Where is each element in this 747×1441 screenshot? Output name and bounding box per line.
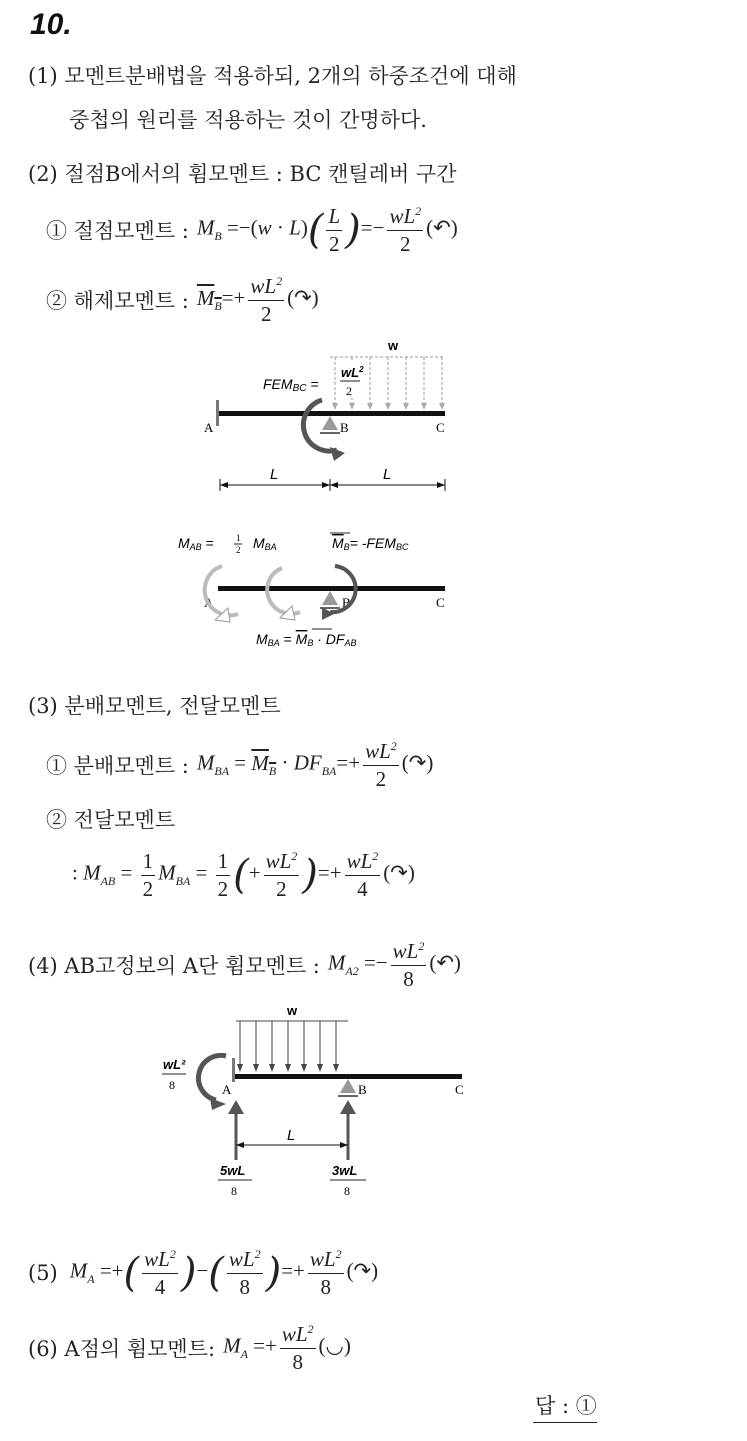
fig2-support-B [340, 1079, 356, 1093]
section-1-line-2: 중첩의 원리를 적용하는 것이 간명하다. [69, 108, 427, 132]
fig2-load-label: w [287, 1003, 298, 1018]
fig2-moment-denominator: 8 [169, 1078, 175, 1092]
fig1-label-A2: A [204, 595, 214, 610]
equation-fixed-end-moment: $M_{A2}$ =− $\frac{wL^2}{8}$ (↶) [327, 939, 461, 991]
figure-cantilever-release [178, 335, 480, 655]
problem-number: 10. [30, 8, 72, 41]
fig2-load-arrowheads [237, 1064, 339, 1072]
fig1-fem-label: FEMBC = [263, 376, 319, 394]
fig1-fem-numerator: $wL^2$ [341, 365, 364, 380]
equation-point-a-moment: $M_A$ =+ $\frac{wL^2}{8}$ (◡) [223, 1322, 351, 1374]
section-2-item-2-label: ② 해제모멘트 : [46, 289, 189, 313]
fig1-beam-2 [218, 586, 445, 591]
fig1-dim-L2: L [383, 466, 392, 483]
fig1-label-C2: C [436, 595, 445, 610]
fig2-beam [234, 1074, 462, 1079]
fig1-mba-label: MBA = MB · DFAB [256, 631, 357, 648]
equation-release-moment: $M_B=+$ $\frac{wL^2}{2}$ (↷) [196, 274, 319, 326]
equation-final-moment: $M_A$ =+( $\frac{wL^2}{4}$ )−( $\frac{wL^2}{8}$ )=+ $\frac{wL^2}{8}$ (↷) [69, 1247, 379, 1299]
fig1-load-label: w [388, 338, 399, 353]
fig1-label-A: A [204, 420, 214, 435]
fig1-mab-label: MAB = [178, 535, 214, 552]
section-6 [28, 1318, 351, 1378]
fig2-fixed-support [232, 1058, 235, 1082]
section-3-item-2-label: ② 전달모멘트 [46, 808, 176, 832]
fig2-rb-numerator: 3wL [332, 1163, 358, 1178]
fig1-label-B: B [340, 420, 349, 435]
equation-carryover-moment: : $M_{AB}$ = $\frac{1}{2}$ $M_{BA}$ = $\frac{1}{2}$ (+ $\frac{wL^2}{2}$ )=+ $\frac{wL^2}{4}$ (↷) [72, 849, 415, 901]
figure-fixed-beam [150, 995, 480, 1205]
answer: 답 : ① [533, 1390, 597, 1423]
fig2-ra-denominator: 8 [231, 1184, 237, 1198]
equation-distribution-moment: $M_{BA} = M_B \cdot DF_{BA}=+$ $\frac{wL^2}{2}$ (↷) [196, 739, 434, 791]
section-4-heading: (4) AB고정보의 A단 휨모멘트 : [28, 954, 320, 978]
equation-joint-moment: $M_B =-(w \cdot L)$( $\frac{L}{2}$ )=− $\frac{wL^2}{2}$ (↶) [196, 204, 458, 256]
section-6-label: (6) A점의 휨모멘트: [28, 1337, 216, 1361]
fig1-mab-half-d: 2 [236, 545, 241, 555]
fig1-mab-half-n: 1 [236, 533, 241, 543]
fig2-moment-arrowhead [210, 1098, 226, 1110]
section-3-heading: (3) 분배모멘트, 전달모멘트 [28, 694, 281, 718]
fig2-distributed-load [236, 1021, 348, 1068]
fig1-mab-rhs: MBA [253, 535, 277, 552]
fig1-fem-denominator: 2 [346, 384, 352, 398]
fig1-support-B2 [322, 591, 338, 605]
section-2-item-2 [46, 270, 319, 330]
fig2-label-B: B [358, 1082, 367, 1097]
section-2-heading: (2) 절점B에서의 휨모멘트 : BC 캔틸레버 구간 [28, 162, 457, 186]
fig1-mb-label: MB= -FEMBC [332, 535, 409, 552]
section-4 [28, 935, 461, 995]
section-1-line-1: (1) 모멘트분배법을 적용하되, 2개의 하중조건에 대해 [28, 64, 517, 88]
fig2-label-A: A [222, 1082, 232, 1097]
fig1-dim-L1: L [270, 466, 279, 483]
section-5-label: (5) [28, 1261, 58, 1285]
fig1-load-arrowheads [332, 403, 445, 410]
fig2-rb-denominator: 8 [344, 1184, 350, 1198]
section-5 [28, 1243, 378, 1303]
section-2-item-1-label: ① 절점모멘트 : [46, 219, 189, 243]
fig1-moment-arrowhead [330, 447, 345, 461]
fig2-moment-numerator: wL² [163, 1057, 186, 1072]
section-3-item-1 [46, 735, 433, 795]
fig1-beam [218, 411, 445, 416]
fig1-fixed-support [216, 400, 219, 426]
fig2-label-C: C [455, 1082, 464, 1097]
fig2-dim-L: L [287, 1127, 296, 1144]
fig1-label-C: C [436, 420, 445, 435]
fig1-support-B [322, 416, 338, 430]
fig1-label-B2: B [342, 595, 351, 610]
section-2-item-1 [46, 200, 458, 260]
fig2-ra-numerator: 5wL [220, 1163, 246, 1178]
section-3-item-1-label: ① 분배모멘트 : [46, 754, 189, 778]
